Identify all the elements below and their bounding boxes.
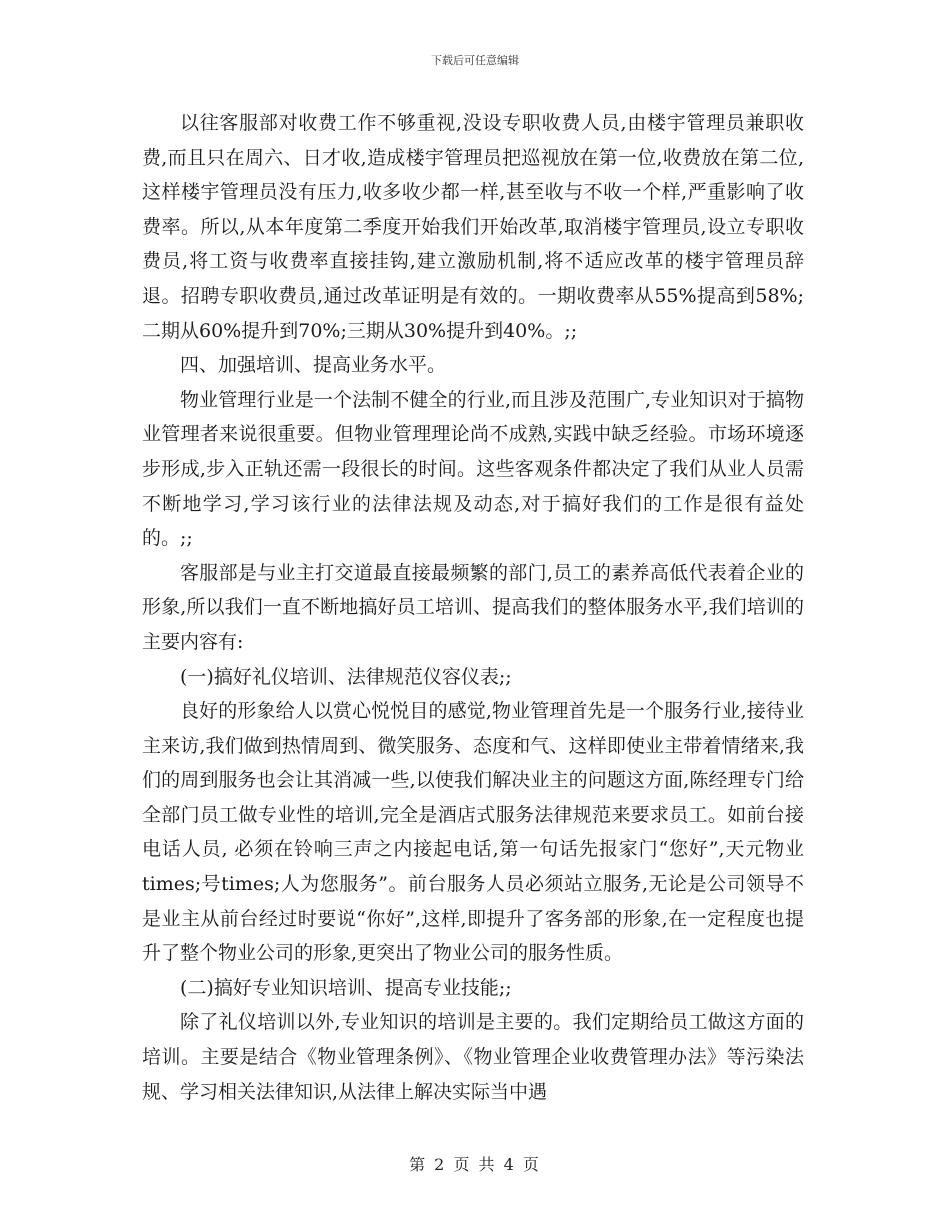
page-number: 第 2 页 共 4 页: [409, 1155, 541, 1174]
paragraph-customer-service: 客服部是与业主打交道最直接最频繁的部门,员工的素养高低代表着企业的形象,所以我们一直不断地搞好员工培训、提高我们的整体服务水平,我们培训的主要内容有:: [142, 561, 804, 653]
paragraph-industry: 物业管理行业是一个法制不健全的行业,而且涉及范围广,专业知识对于搞物业管理者来说很重要。但物业管理理论尚不成熟,实践中缺乏经验。市场环境逐步形成,步入正轨还需一段很长的时间。这些客观条件都决定了我们从业人员需不断地学习,学习该行业的法律法规及动态,对于搞好我们的工作是很有益处的。;;: [142, 388, 804, 550]
document-body: [142, 106, 804, 1109]
subheading-etiquette: (一)搞好礼仪培训、法律规范仪容仪表;;: [180, 665, 512, 688]
paragraph-fee-reform: 以往客服部对收费工作不够重视,没设专职收费人员,由楼宇管理员兼职收费,而且只在周六、日才收,造成楼宇管理员把巡视放在第一位,收费放在第二位,这样楼宇管理员没有压力,收多收少都一样,甚至收与不收一个样,严重影响了收费率。所以,从本年度第二季度开始我们开始改革,取消楼宇管理员,设立专职收费员,将工资与收费率直接挂钩,建立激励机制,将不适应改革的楼宇管理员辞退。招聘专职收费员,通过改革证明是有效的。一期收费率从55%提高到58%;二期从60%提升到70%;三期从30%提升到40%。;;: [142, 112, 804, 342]
page-header: 下载后可任意编辑: [431, 54, 519, 67]
paragraph-professional: 除了礼仪培训以外,专业知识的培训是主要的。我们定期给员工做这方面的培训。主要是结合《物业管理条例》、《物业管理企业收费管理办法》等污染法规、学习相关法律知识,从法律上解决实际当中遇: [142, 1011, 804, 1103]
section-heading-training: 四、加强培训、提高业务水平。: [180, 354, 447, 377]
paragraph-etiquette: 良好的形象给人以赏心悦悦目的感觉,物业管理首先是一个服务行业,接待业主来访,我们做到热情周到、微笑服务、态度和气、这样即使业主带着情绪来,我们的周到服务也会让其消减一些,以使我们解决业主的问题这方面,陈经理专门给全部门员工做专业性的培训,完全是酒店式服务法律规范来要求员工。如前台接电话人员, 必须在铃响三声之内接起电话,第一句话先报家门“您好”,天元物业times;号times;人为您服务”。前台服务人员必须站立服务,无论是公司领导不是业主从前台经过时要说“你好”,这样,即提升了客务部的形象,在一定程度也提升了整个物业公司的形象,更突出了物业公司的服务性质。: [142, 700, 804, 965]
subheading-professional: (二)搞好专业知识培训、提高专业技能;;: [180, 976, 512, 999]
